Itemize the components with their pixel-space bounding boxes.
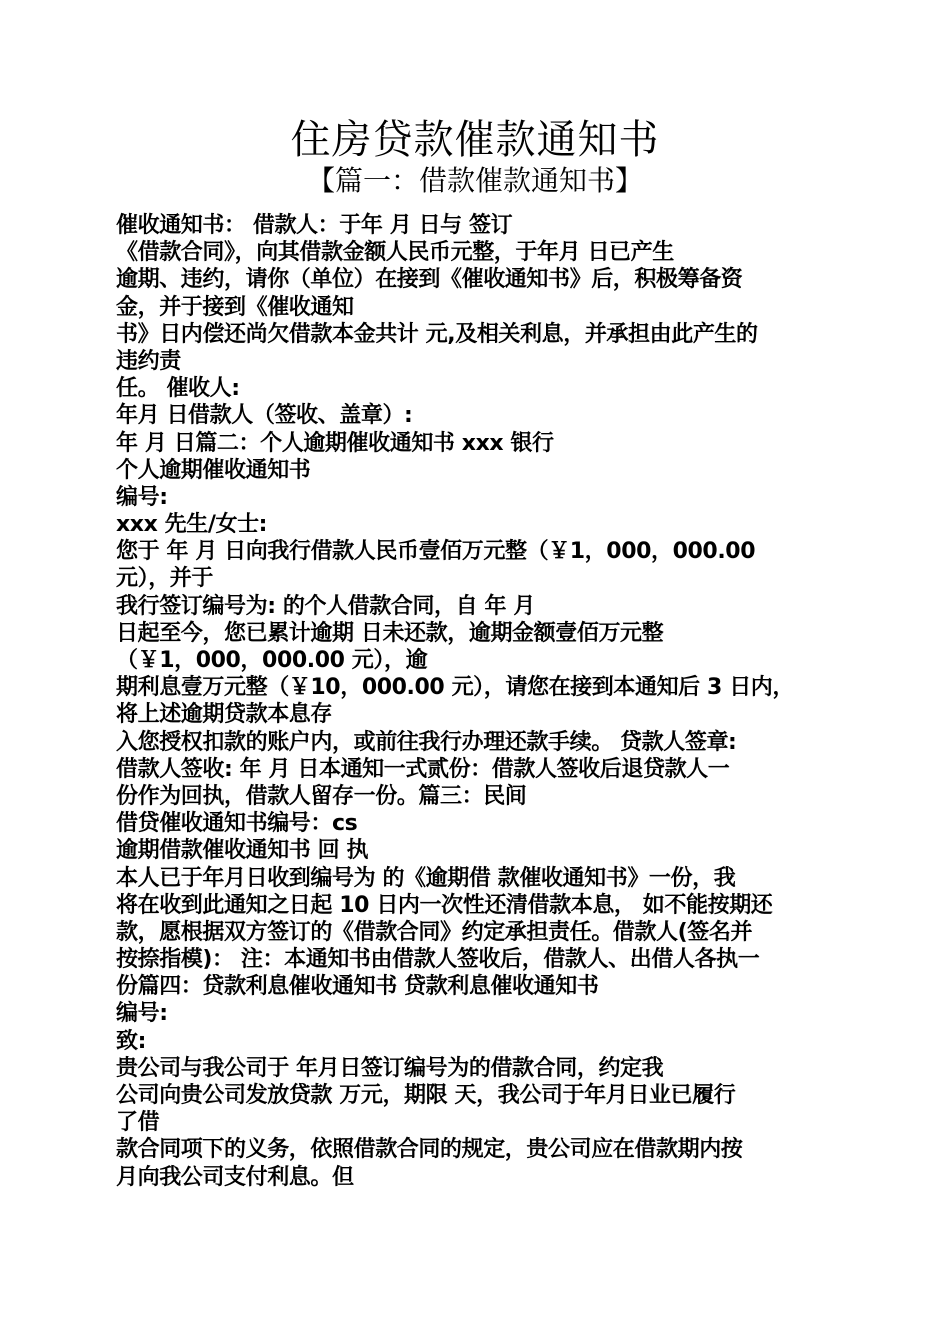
body-text-line: 逾期借款催收通知书 回 执 — [116, 838, 369, 864]
body-text-line: 将上述逾期贷款本息存 — [116, 702, 333, 728]
document-body — [116, 212, 836, 1191]
body-text-line: 将在收到此通知之日起 10 日内一次性还清借款本息， 如不能按期还 — [116, 892, 773, 918]
body-text-line: 按捺指模)： 注：本通知书由借款人签收后，借款人、出借人各执一 — [116, 947, 760, 973]
body-text-line: 贵公司与我公司于 年月日签订编号为的借款合同，约定我 — [116, 1055, 664, 1081]
body-text-line: 任。 催收人: — [116, 376, 240, 402]
body-text-line: 期利息壹万元整（￥10，000.00 元），请您在接到本通知后 3 日内， — [116, 675, 794, 701]
body-text-line: 编号: — [116, 484, 168, 510]
document-title: 住房贷款催款通知书 — [290, 117, 660, 163]
body-text-line: 催收通知书： 借款人：于年 月 日与 签订 — [116, 213, 513, 238]
document-subtitle: 【篇一：借款催款通知书】 — [306, 164, 643, 197]
body-text-line: 日起至今，您已累计逾期 日未还款，逾期金额壹佰万元整 — [116, 620, 664, 646]
body-text-line: 您于 年 月 日向我行借款人民币壹佰万元整（￥1，000，000.00 — [116, 539, 756, 565]
body-text-line: 致: — [116, 1028, 146, 1054]
body-text-line: 个人逾期催收通知书 — [116, 457, 311, 483]
body-text-line: 借贷催收通知书编号：cs — [116, 811, 358, 837]
body-text-line: 书》日内偿还尚欠借款本金共计 元,及相关利息，并承担由此产生的 — [116, 321, 758, 347]
body-text-line: 入您授权扣款的账户内，或前往我行办理还款手续。 贷款人签章: — [116, 729, 737, 755]
body-text-line: 款，愿根据双方签订的《借款合同》约定承担责任。借款人(签名并 — [116, 919, 753, 945]
body-text-line: 份作为回执，借款人留存一份。篇三：民间 — [116, 783, 527, 809]
body-text-line: 《借款合同》，向其借款金额人民币元整，于年月 日已产生 — [116, 240, 674, 266]
body-text-line: 违约责 — [116, 348, 181, 374]
body-text-line: 年月 日借款人（签收、盖章）: — [116, 403, 413, 429]
body-text-line: 了借 — [116, 1110, 160, 1136]
body-text-line: 本人已于年月日收到编号为 的《逾期借 款催收通知书》一份，我 — [116, 865, 736, 891]
body-text-line: 公司向贵公司发放贷款 万元，期限 天，我公司于年月日业已履行 — [116, 1083, 736, 1108]
body-text-line: 月向我公司支付利息。但 — [116, 1164, 354, 1190]
body-text-line: 编号: — [116, 1001, 168, 1027]
body-text-line: 逾期、违约，请你（单位）在接到《催收通知书》后，积极筹备资 — [116, 267, 743, 293]
body-text-line: 款合同项下的义务，依照借款合同的规定，贵公司应在借款期内按 — [116, 1137, 743, 1163]
body-text-line: 份篇四：贷款利息催收通知书 贷款利息催收通知书 — [116, 974, 599, 1000]
body-text-line: 年 月 日篇二：个人逾期催收通知书 xxx 银行 — [116, 430, 554, 456]
body-text-line: xxx 先生/女士: — [116, 512, 268, 538]
body-text-line: 金，并于接到《催收通知 — [116, 294, 354, 320]
body-text-line: （￥1，000，000.00 元），逾 — [116, 648, 428, 673]
body-text-line: 借款人签收: 年 月 日本通知一式贰份：借款人签收后退贷款人一 — [116, 756, 730, 782]
body-text-line: 我行签订编号为: 的个人借款合同，自 年 月 — [116, 593, 535, 619]
body-text-line: 元），并于 — [116, 566, 214, 592]
